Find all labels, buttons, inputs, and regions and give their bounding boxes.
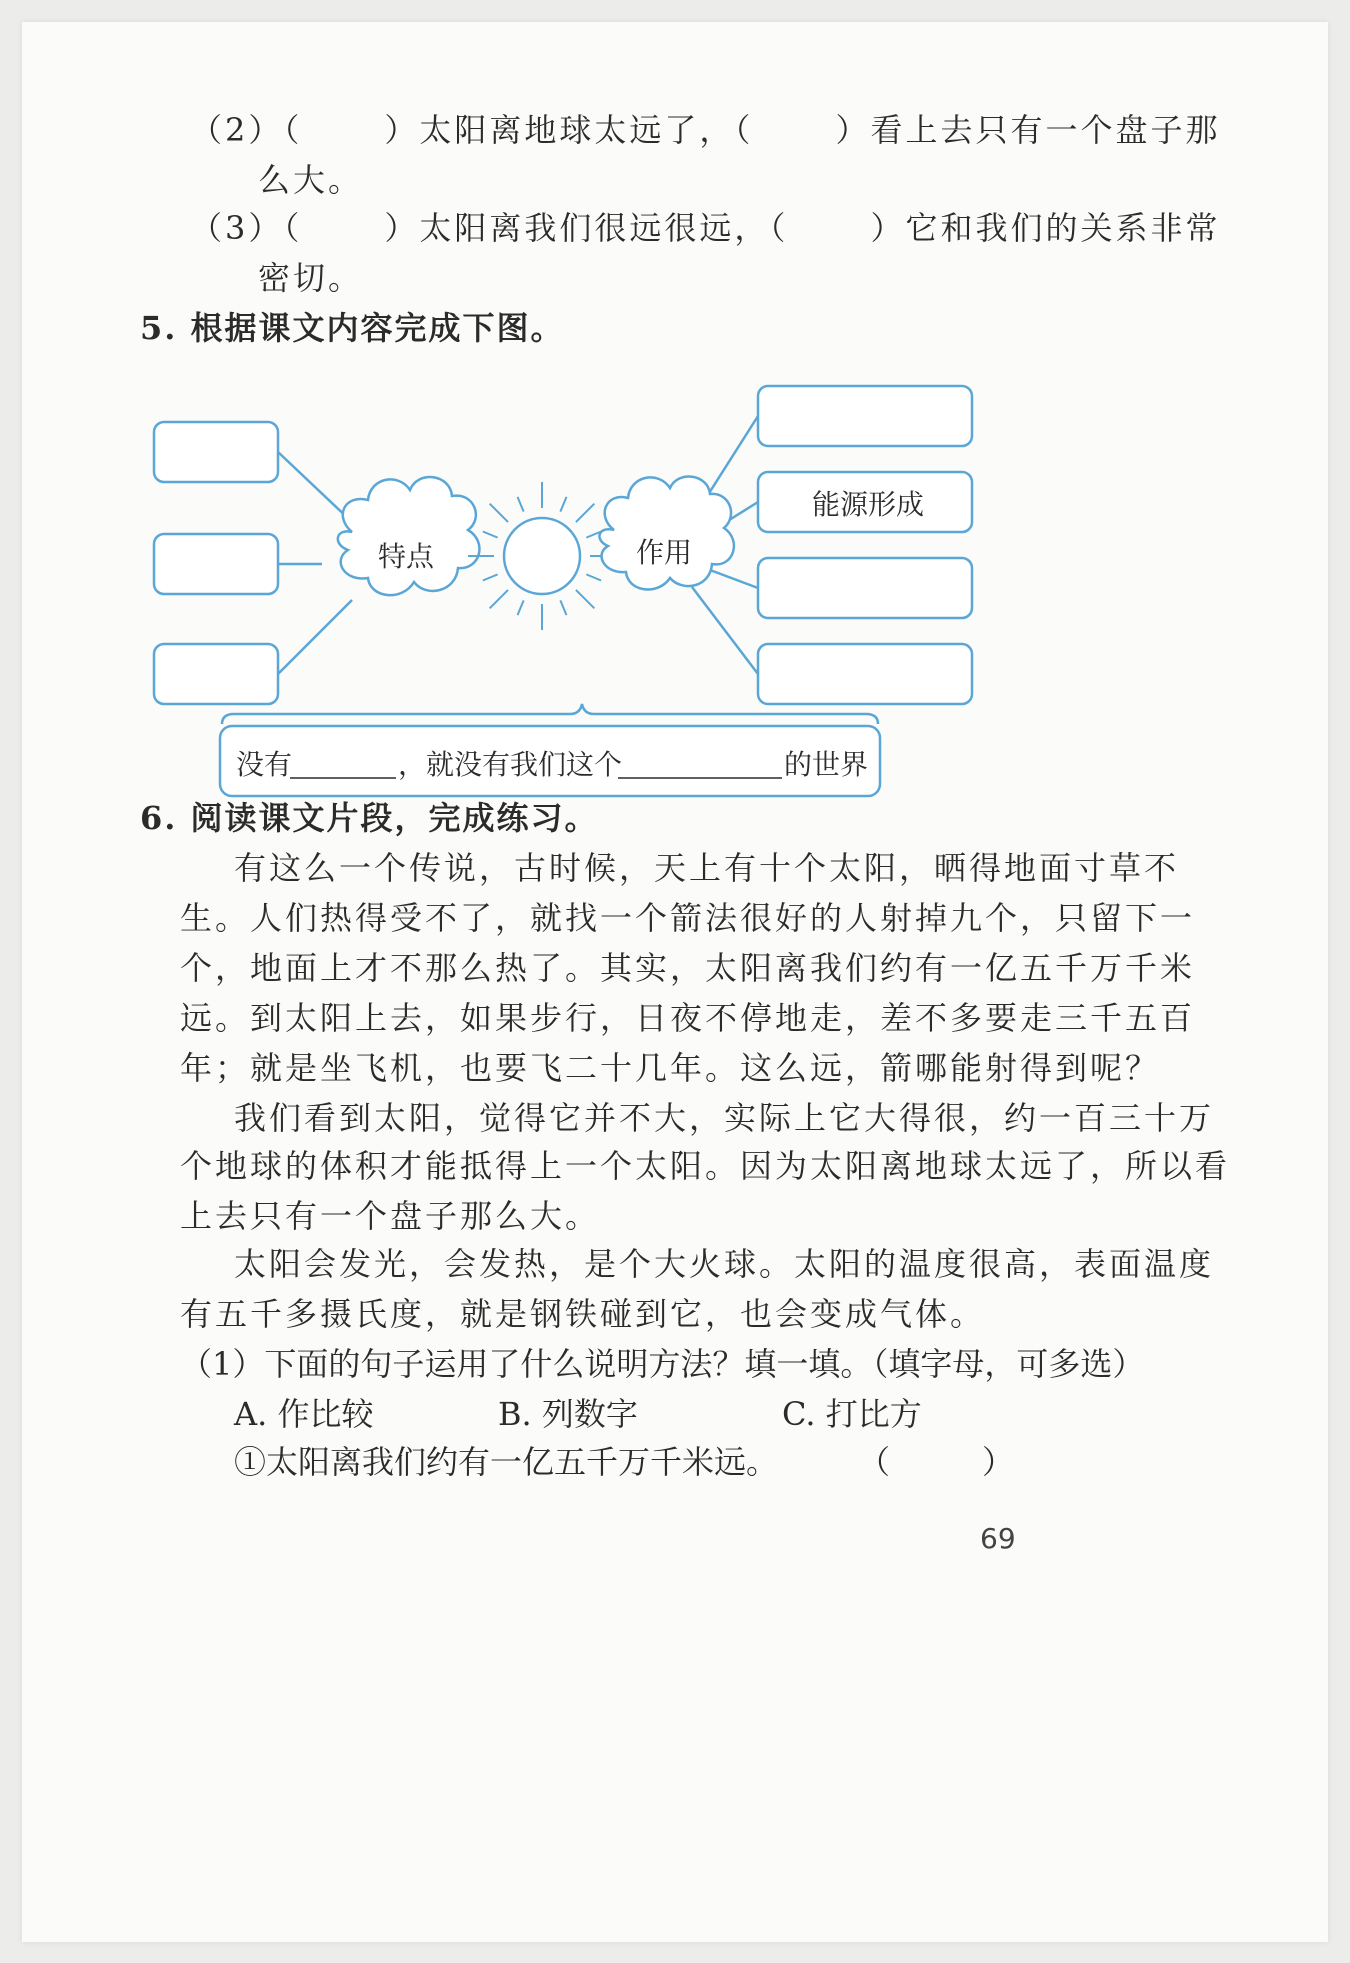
passage-line-5: 年；就是坐飞机，也要飞二十几年。这么远，箭哪能射得到呢？ — [180, 1049, 1161, 1087]
sun-ray — [586, 574, 601, 580]
right-answer-box-3[interactable] — [758, 558, 972, 618]
sun-ray — [518, 497, 524, 512]
q4-item3-text2: 它和我们的关系非常 — [905, 209, 1221, 247]
q4-item2-blank1-close: ） — [384, 111, 420, 149]
answer-blank-close[interactable]: ） — [982, 1443, 1015, 1481]
q4-item2-line2: 么大。 — [258, 161, 364, 199]
summary-text-after: 的世界 — [784, 748, 869, 781]
q4-item2-blank2-close: ） — [835, 111, 871, 149]
q4-item3-blank2-open: （ — [769, 209, 789, 247]
q6-sub1-prompt: （1）下面的句子运用了什么说明方法？填一填。（填字母，可多选） — [180, 1345, 1145, 1383]
sun-ray — [483, 532, 498, 538]
q4-item3-number: （3） — [190, 209, 284, 247]
sun-ray — [576, 504, 594, 522]
q4-item2-number: （2） — [190, 111, 284, 149]
right-box-energy-label: 能源形成 — [812, 488, 925, 521]
summary-text-before: 没有 — [236, 748, 293, 781]
right-cloud-label: 作用 — [636, 536, 693, 569]
passage-line-9: 太阳会发光，会发热，是个大火球。太阳的温度很高，表面温度 — [234, 1245, 1215, 1283]
option-b: B. 列数字 — [498, 1395, 638, 1433]
sun-ray — [490, 590, 508, 608]
workbook-page — [22, 22, 1328, 1942]
passage-line-7: 个地球的体积才能抵得上一个太阳。因为太阳离地球太远了，所以看 — [180, 1147, 1231, 1185]
option-a: A. 作比较 — [234, 1395, 374, 1433]
sun-ray — [483, 574, 498, 580]
q6-heading: 6. 阅读课文片段，完成练习。 — [140, 799, 599, 837]
sun-ray — [490, 504, 508, 522]
left-answer-box-1[interactable] — [154, 422, 278, 482]
passage-line-2: 生。人们热得受不了，就找一个箭法很好的人射掉九个，只留下一 — [180, 899, 1196, 937]
passage-line-6: 我们看到太阳，觉得它并不大，实际上它大得很，约一百三十万 — [234, 1099, 1215, 1137]
bottom-brace — [222, 704, 878, 724]
q5-heading: 5. 根据课文内容完成下图。 — [140, 309, 565, 347]
q4-item3-blank1-close: ） — [384, 209, 420, 247]
q4-item3-line1 — [190, 208, 1220, 248]
q4-item2-blank2-open: （ — [734, 111, 754, 149]
q4-item2-text1: 太阳离地球太远了， — [419, 111, 735, 149]
left-cloud — [338, 477, 480, 595]
passage-line-1: 有这么一个传说，古时候，天上有十个太阳，晒得地面寸草不 — [234, 849, 1180, 887]
passage-line-8: 上去只有一个盘子那么大。 — [180, 1197, 601, 1235]
passage-line-10: 有五千多摄氏度，就是钢铁碰到它，也会变成气体。 — [180, 1295, 986, 1333]
q4-item2-blank1-open: （ — [283, 111, 303, 149]
q4-item3-blank2-close: ） — [870, 209, 906, 247]
summary-text-middle: ，就没有我们这个 — [398, 748, 623, 781]
sun-ray — [576, 590, 594, 608]
q4-item3-line2: 密切。 — [258, 259, 364, 297]
left-answer-box-3[interactable] — [154, 644, 278, 704]
q4-item3-text1: 太阳离我们很远很远， — [419, 209, 770, 247]
right-answer-box-4[interactable] — [758, 644, 972, 704]
sun-mind-map-diagram — [22, 342, 1328, 862]
left-cloud-label: 特点 — [378, 540, 435, 573]
sun-ray — [560, 600, 566, 615]
q4-item3-blank1-open: （ — [283, 209, 303, 247]
passage-line-3: 个，地面上才不那么热了。其实，太阳离我们约有一亿五千万千米 — [180, 949, 1196, 987]
sun-ray — [518, 600, 524, 615]
q4-item2-text2: 看上去只有一个盘子那 — [870, 111, 1221, 149]
option-c: C. 打比方 — [782, 1395, 922, 1433]
sentence-1: ①太阳离我们约有一亿五千万千米远。 — [234, 1443, 779, 1481]
right-answer-box-1[interactable] — [758, 386, 972, 446]
passage-line-4: 远。到太阳上去，如果步行，日夜不停地走，差不多要走三千五百 — [180, 999, 1196, 1037]
answer-blank-open[interactable]: （ — [858, 1443, 891, 1481]
left-answer-box-2[interactable] — [154, 534, 278, 594]
sun-ray — [560, 497, 566, 512]
sun-icon — [504, 518, 580, 594]
page-number: 69 — [980, 1522, 1016, 1555]
q4-item2-line1 — [190, 110, 1220, 150]
